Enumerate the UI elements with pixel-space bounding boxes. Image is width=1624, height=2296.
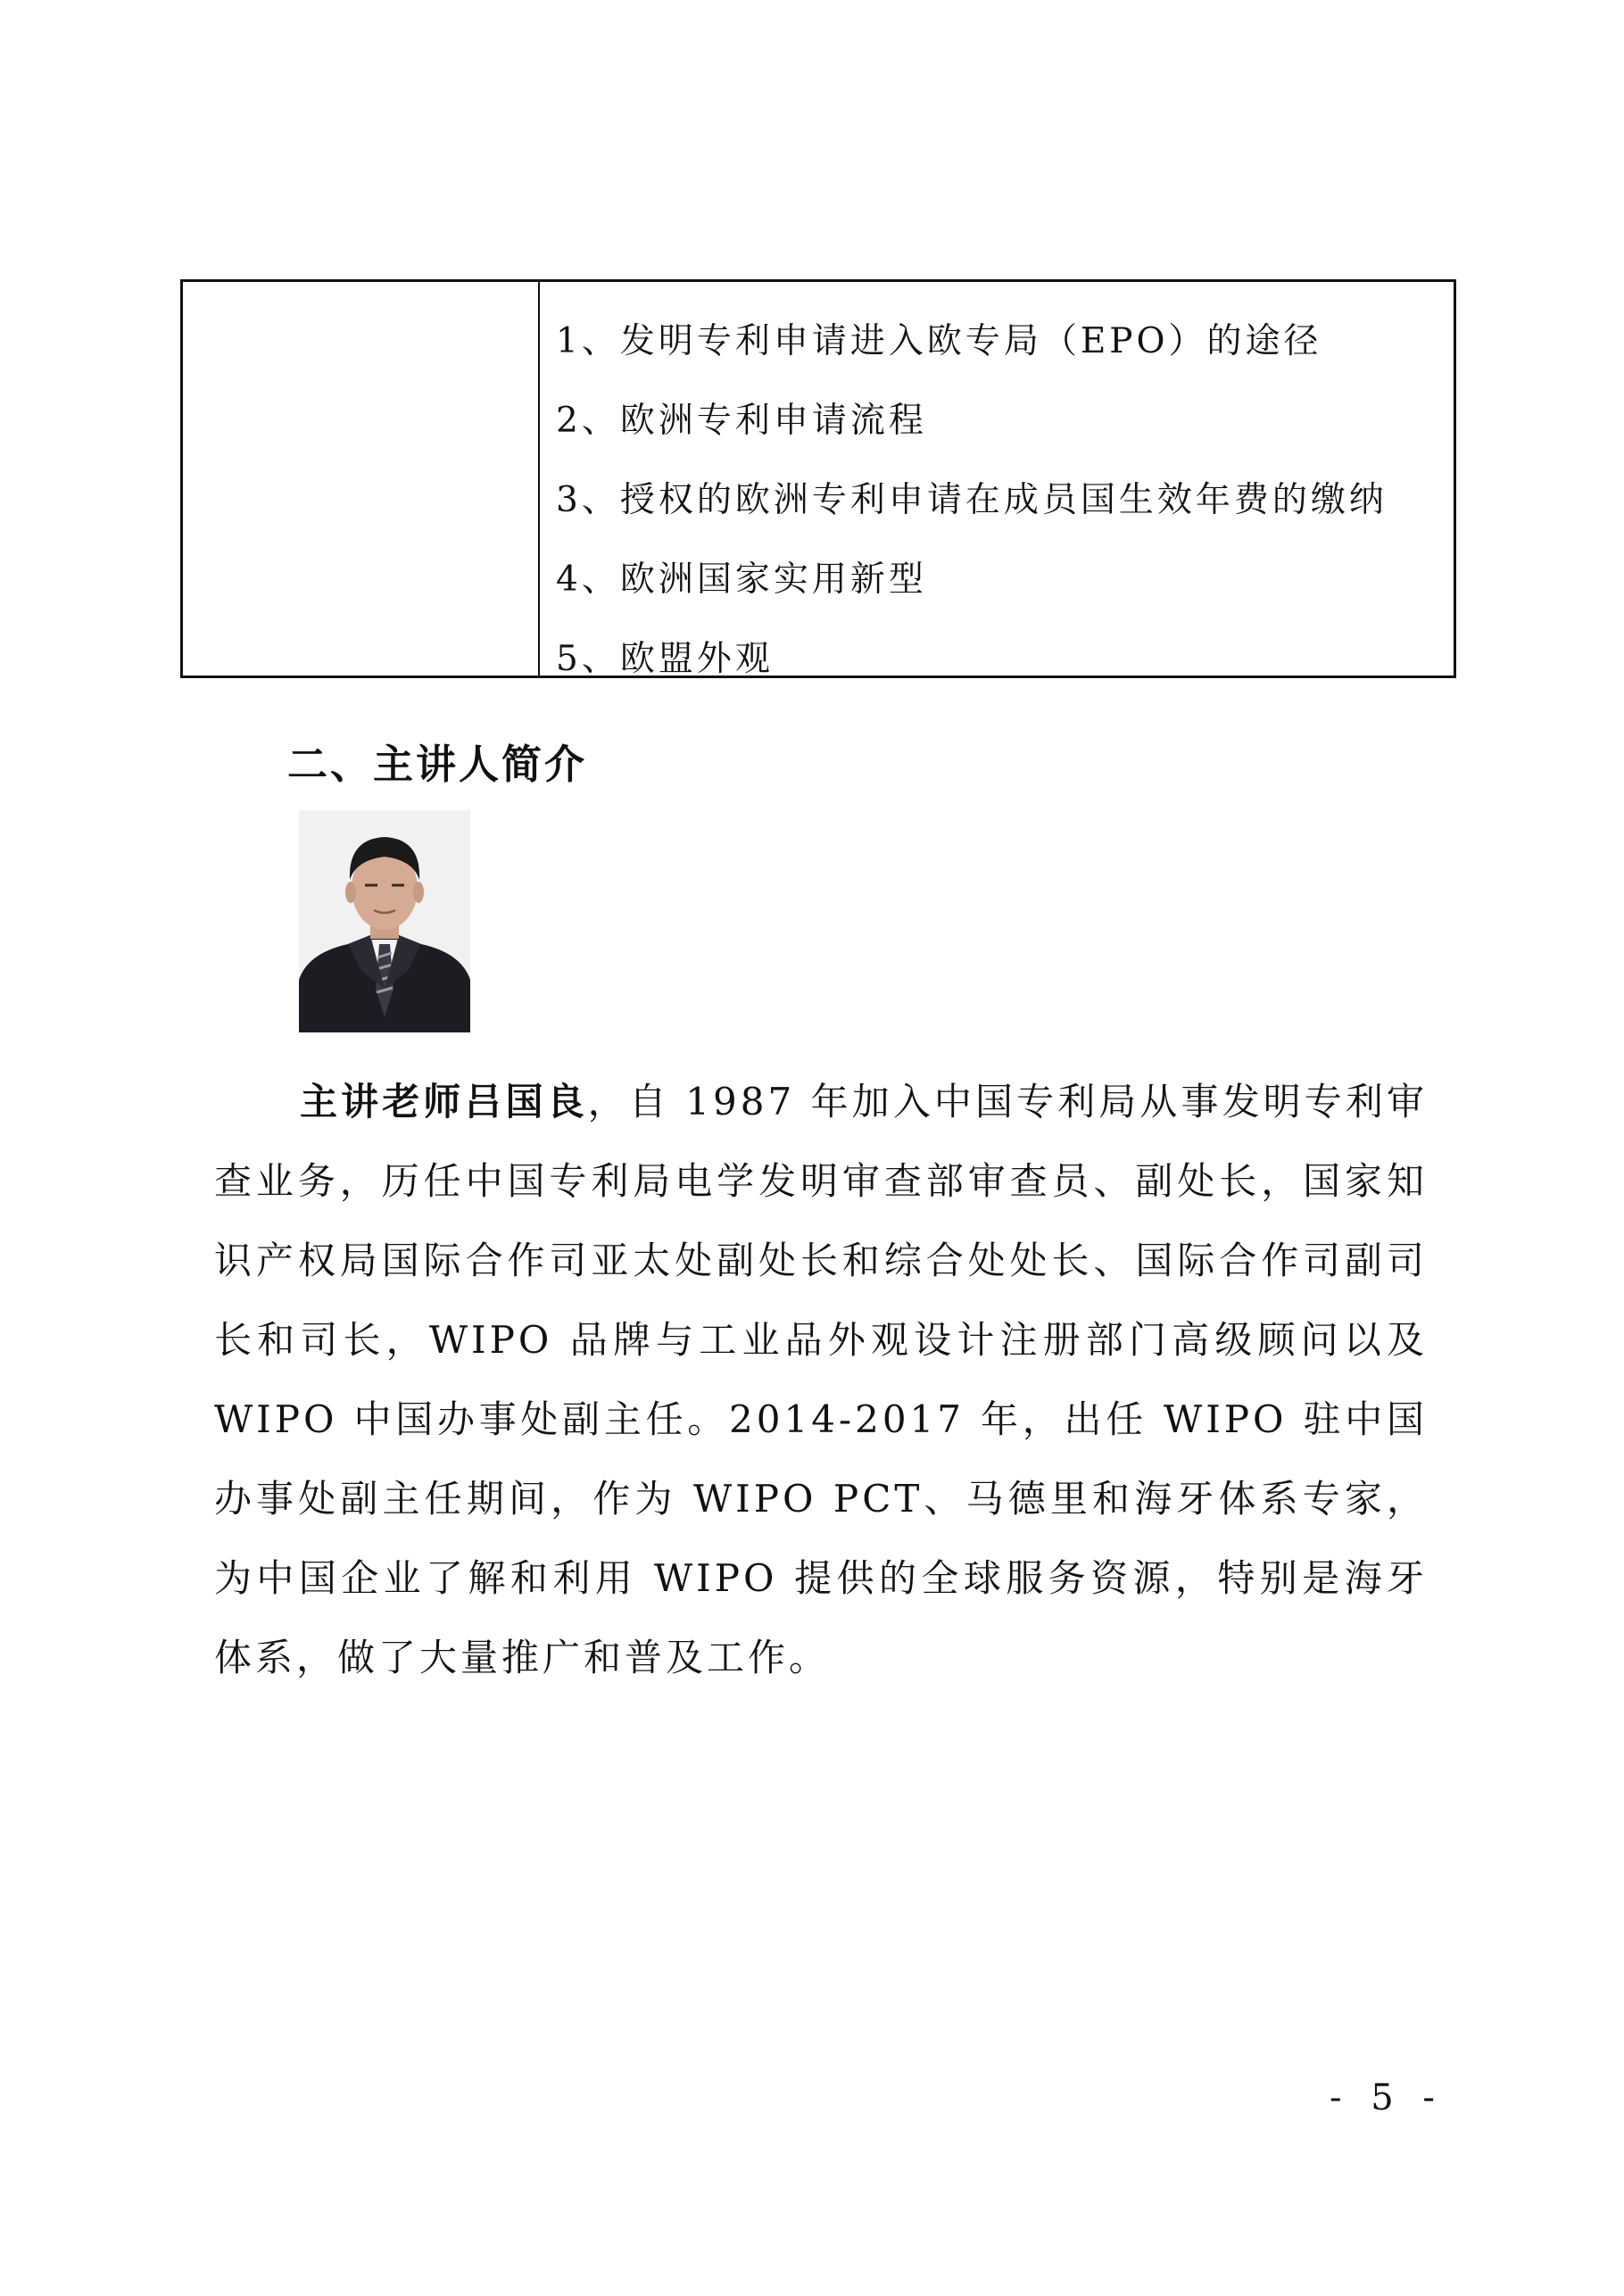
page-number: - 5 -: [1330, 2077, 1444, 2118]
course-topics-table: [180, 279, 1456, 678]
speaker-name: 主讲老师吕国良: [300, 1080, 588, 1123]
section-heading: 二、主讲人简介: [287, 741, 588, 788]
speaker-portrait-icon: [299, 810, 470, 1032]
table-left-cell: [183, 282, 540, 676]
topic-item: 5、欧盟外观: [556, 639, 774, 679]
topic-item: 3、授权的欧洲专利申请在成员国生效年费的缴纳: [556, 480, 1388, 520]
topic-item: 4、欧洲国家实用新型: [556, 559, 927, 600]
topic-item: 1、发明专利申请进入欧专局（EPO）的途径: [556, 321, 1322, 361]
topic-item: 2、欧洲专利申请流程: [556, 401, 927, 441]
speaker-bio-text: ，自 1987 年加入中国专利局从事发明专利审查业务，历任中国专利局电学发明审查部审查员、副处长，国家知识产权局国际合作司亚太处副处长和综合处处长、国际合作司副司长和司长，WIPO 品牌与工业品外观设计注册部门高级顾问以及 WIPO 中国办事处副主任。2014-2017 年，出任 WIPO 驻中国办事处副主任期间，作为 WIPO PCT、马德里和海牙体系专家，为中国企业了解和利用 WIPO 提供的全球服务资源，特别是海牙体系，做了大量推广和普及工作。: [214, 1080, 1428, 1679]
speaker-bio-paragraph: [214, 1062, 1428, 1697]
table-topics-cell: [540, 282, 1454, 679]
